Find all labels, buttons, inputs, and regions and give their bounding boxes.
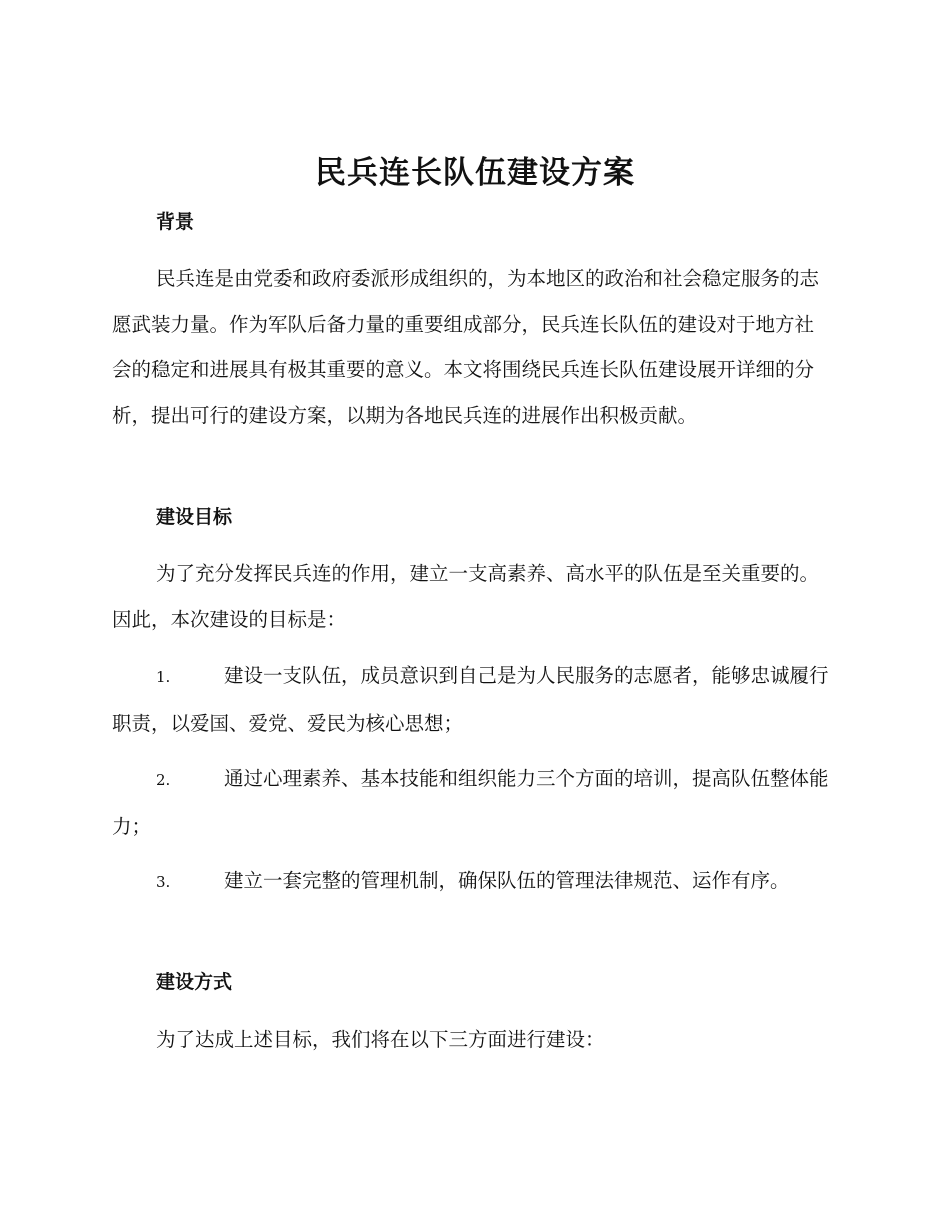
list-item (112, 653, 832, 746)
section-paragraph-background: 民兵连是由党委和政府委派形成组织的，为本地区的政治和社会稳定服务的志愿武装力量。作为军队后备力量的重要组成部分，民兵连长队伍的建设对于地方社会的稳定和进展具有极其重要的意义。本文将围绕民兵连长队伍建设展开详细的分析，提出可行的建设方案，以期为各地民兵连的进展作出积极贡献。 (112, 267, 820, 427)
list-item-text: 建设一支队伍，成员意识到自己是为人民服务的志愿者，能够忠诚履行职责，以爱国、爱党、爱民为核心思想； (112, 664, 829, 735)
list-item-text: 通过心理素养、基本技能和组织能力三个方面的培训，提高队伍整体能力； (112, 767, 829, 838)
section-paragraph-methods: 为了达成上述目标，我们将在以下三方面进行建设： (156, 1028, 605, 1051)
list-item (112, 756, 832, 849)
list-item-text: 建立一套完整的管理机制，确保队伍的管理法律规范、运作有序。 (224, 869, 790, 892)
list-item-number: 3. (156, 873, 171, 891)
list-item (112, 858, 832, 906)
document-title: 民兵连长队伍建设方案 (315, 155, 635, 191)
list-item-number: 2. (156, 771, 171, 789)
section-heading-methods: 建设方式 (156, 971, 233, 993)
section-heading-background: 背景 (156, 211, 195, 233)
list-item-number: 1. (156, 668, 171, 686)
section-heading-goals: 建设目标 (156, 506, 233, 528)
section-paragraph-goals: 为了充分发挥民兵连的作用，建立一支高素养、高水平的队伍是至关重要的。因此，本次建设的目标是： (112, 562, 820, 631)
